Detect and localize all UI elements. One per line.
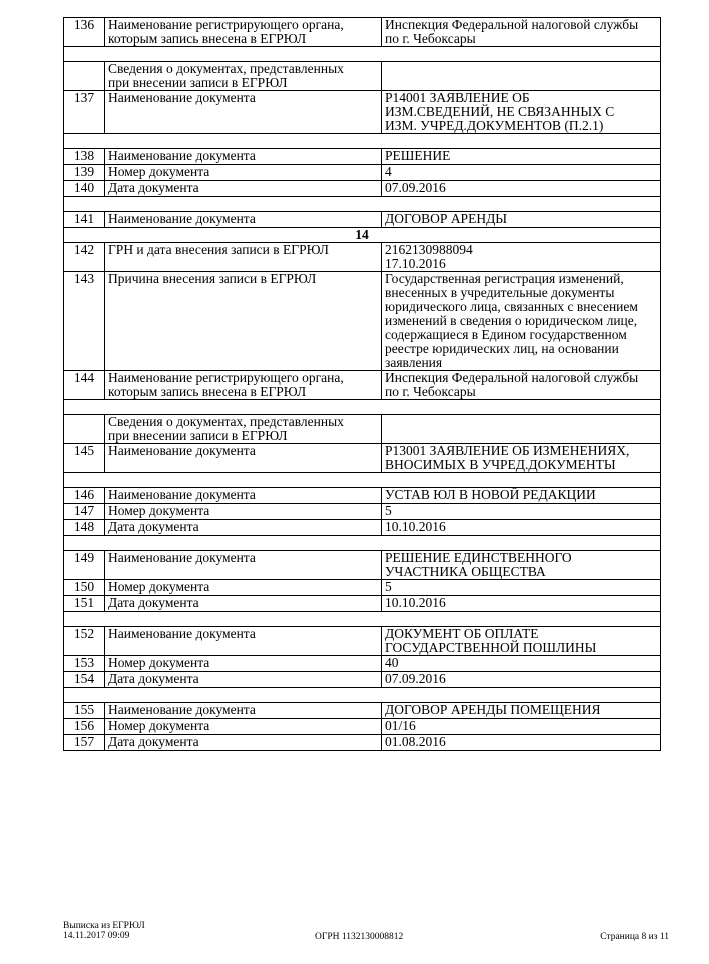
spacer-cell (64, 134, 661, 149)
footer-left (63, 921, 145, 941)
row-number: 150 (64, 580, 105, 596)
field-value: ДОГОВОР АРЕНДЫ (382, 212, 661, 228)
field-name: Сведения о документах, представленных при внесении записи в ЕГРЮЛ (105, 415, 382, 444)
footer-ogrn: ОГРН 1132130008812 (315, 932, 404, 942)
field-name: Номер документа (105, 656, 382, 672)
footer-title: Выписка из ЕГРЮЛ (63, 921, 145, 931)
row-number: 151 (64, 596, 105, 612)
table-spacer-row (64, 473, 661, 488)
field-name: Причина внесения записи в ЕГРЮЛ (105, 272, 382, 371)
field-name: Наименование регистрирующего органа, которым запись внесена в ЕГРЮЛ (105, 18, 382, 47)
field-value: 10.10.2016 (382, 596, 661, 612)
row-number: 147 (64, 504, 105, 520)
table-spacer-row (64, 134, 661, 149)
row-number: 141 (64, 212, 105, 228)
table-row (64, 488, 661, 504)
footer-datetime: 14.11.2017 09:09 (63, 931, 130, 941)
row-number: 157 (64, 735, 105, 751)
table-spacer-row (64, 400, 661, 415)
table-row (64, 656, 661, 672)
table-spacer-row (64, 197, 661, 212)
table-row (64, 181, 661, 197)
field-name: Наименование регистрирующего органа, которым запись внесена в ЕГРЮЛ (105, 371, 382, 400)
field-name: Номер документа (105, 165, 382, 181)
field-value: 4 (382, 165, 661, 181)
row-number: 152 (64, 627, 105, 656)
table-spacer-row (64, 536, 661, 551)
table-row (64, 627, 661, 656)
table-row (64, 272, 661, 371)
table-row (64, 243, 661, 272)
section-number: 14 (64, 228, 661, 243)
row-number: 149 (64, 551, 105, 580)
section-header-row (64, 228, 661, 243)
field-value: 2162130988094 17.10.2016 (382, 243, 661, 272)
field-name: Дата документа (105, 181, 382, 197)
table-row (64, 149, 661, 165)
field-value: 01/16 (382, 719, 661, 735)
field-name: Дата документа (105, 596, 382, 612)
table-row (64, 415, 661, 444)
field-name: Наименование документа (105, 444, 382, 473)
field-name: Номер документа (105, 504, 382, 520)
table-row (64, 444, 661, 473)
field-value: 10.10.2016 (382, 520, 661, 536)
field-value: 07.09.2016 (382, 672, 661, 688)
field-name: Номер документа (105, 719, 382, 735)
field-name: Дата документа (105, 735, 382, 751)
field-value: РЕШЕНИЕ (382, 149, 661, 165)
field-name: Наименование документа (105, 627, 382, 656)
table-row (64, 735, 661, 751)
field-value: ДОГОВОР АРЕНДЫ ПОМЕЩЕНИЯ (382, 703, 661, 719)
field-name: ГРН и дата внесения записи в ЕГРЮЛ (105, 243, 382, 272)
table-row (64, 91, 661, 134)
row-number: 144 (64, 371, 105, 400)
field-name: Наименование документа (105, 212, 382, 228)
field-value: 5 (382, 504, 661, 520)
field-name: Наименование документа (105, 91, 382, 134)
table-row (64, 520, 661, 536)
table-row (64, 580, 661, 596)
field-value: Р13001 ЗАЯВЛЕНИЕ ОБ ИЗМЕНЕНИЯХ, ВНОСИМЫХ В УЧРЕД.ДОКУМЕНТЫ (382, 444, 661, 473)
spacer-cell (64, 197, 661, 212)
table-row (64, 551, 661, 580)
field-name: Номер документа (105, 580, 382, 596)
row-number: 136 (64, 18, 105, 47)
spacer-cell (64, 47, 661, 62)
table-row (64, 165, 661, 181)
row-number (64, 415, 105, 444)
table-row (64, 672, 661, 688)
field-value: 5 (382, 580, 661, 596)
table-body (64, 18, 661, 751)
field-name: Наименование документа (105, 488, 382, 504)
row-number (64, 62, 105, 91)
field-value (382, 62, 661, 91)
field-value: РЕШЕНИЕ ЕДИНСТВЕННОГО УЧАСТНИКА ОБЩЕСТВА (382, 551, 661, 580)
field-value: Р14001 ЗАЯВЛЕНИЕ ОБ ИЗМ.СВЕДЕНИЙ, НЕ СВЯЗАННЫХ С ИЗМ. УЧРЕД.ДОКУМЕНТОВ (П.2.1) (382, 91, 661, 134)
footer-page-number: Страница 8 из 11 (600, 932, 669, 942)
field-value: ДОКУМЕНТ ОБ ОПЛАТЕ ГОСУДАРСТВЕННОЙ ПОШЛИНЫ (382, 627, 661, 656)
row-number: 145 (64, 444, 105, 473)
row-number: 148 (64, 520, 105, 536)
table-spacer-row (64, 688, 661, 703)
table-row (64, 719, 661, 735)
field-name: Сведения о документах, представленных при внесении записи в ЕГРЮЛ (105, 62, 382, 91)
row-number: 142 (64, 243, 105, 272)
spacer-cell (64, 688, 661, 703)
field-value: 01.08.2016 (382, 735, 661, 751)
field-name: Наименование документа (105, 703, 382, 719)
row-number: 156 (64, 719, 105, 735)
table-row (64, 596, 661, 612)
spacer-cell (64, 473, 661, 488)
field-value (382, 415, 661, 444)
field-value: Инспекция Федеральной налоговой службы по г. Чебоксары (382, 371, 661, 400)
table-row (64, 62, 661, 91)
field-name: Дата документа (105, 672, 382, 688)
field-value: 40 (382, 656, 661, 672)
table-row (64, 504, 661, 520)
spacer-cell (64, 400, 661, 415)
row-number: 143 (64, 272, 105, 371)
row-number: 139 (64, 165, 105, 181)
spacer-cell (64, 536, 661, 551)
row-number: 155 (64, 703, 105, 719)
field-name: Наименование документа (105, 149, 382, 165)
row-number: 137 (64, 91, 105, 134)
field-name: Дата документа (105, 520, 382, 536)
row-number: 153 (64, 656, 105, 672)
field-name: Наименование документа (105, 551, 382, 580)
table-row (64, 703, 661, 719)
row-number: 140 (64, 181, 105, 197)
row-number: 154 (64, 672, 105, 688)
table-row (64, 212, 661, 228)
row-number: 138 (64, 149, 105, 165)
table-spacer-row (64, 47, 661, 62)
egrul-extract-table (63, 17, 660, 751)
row-number: 146 (64, 488, 105, 504)
spacer-cell (64, 612, 661, 627)
field-value: УСТАВ ЮЛ В НОВОЙ РЕДАКЦИИ (382, 488, 661, 504)
field-value: 07.09.2016 (382, 181, 661, 197)
table-row (64, 371, 661, 400)
page-footer (63, 921, 669, 945)
field-value: Инспекция Федеральной налоговой службы по г. Чебоксары (382, 18, 661, 47)
table-spacer-row (64, 612, 661, 627)
field-value: Государственная регистрация изменений, внесенных в учредительные документы юридического лица, связанных с внесением изменений в сведения о юридическом лице, содержащиеся в Едином государственном реестре юридических лиц, на основании заявления (382, 272, 661, 371)
table-row (64, 18, 661, 47)
